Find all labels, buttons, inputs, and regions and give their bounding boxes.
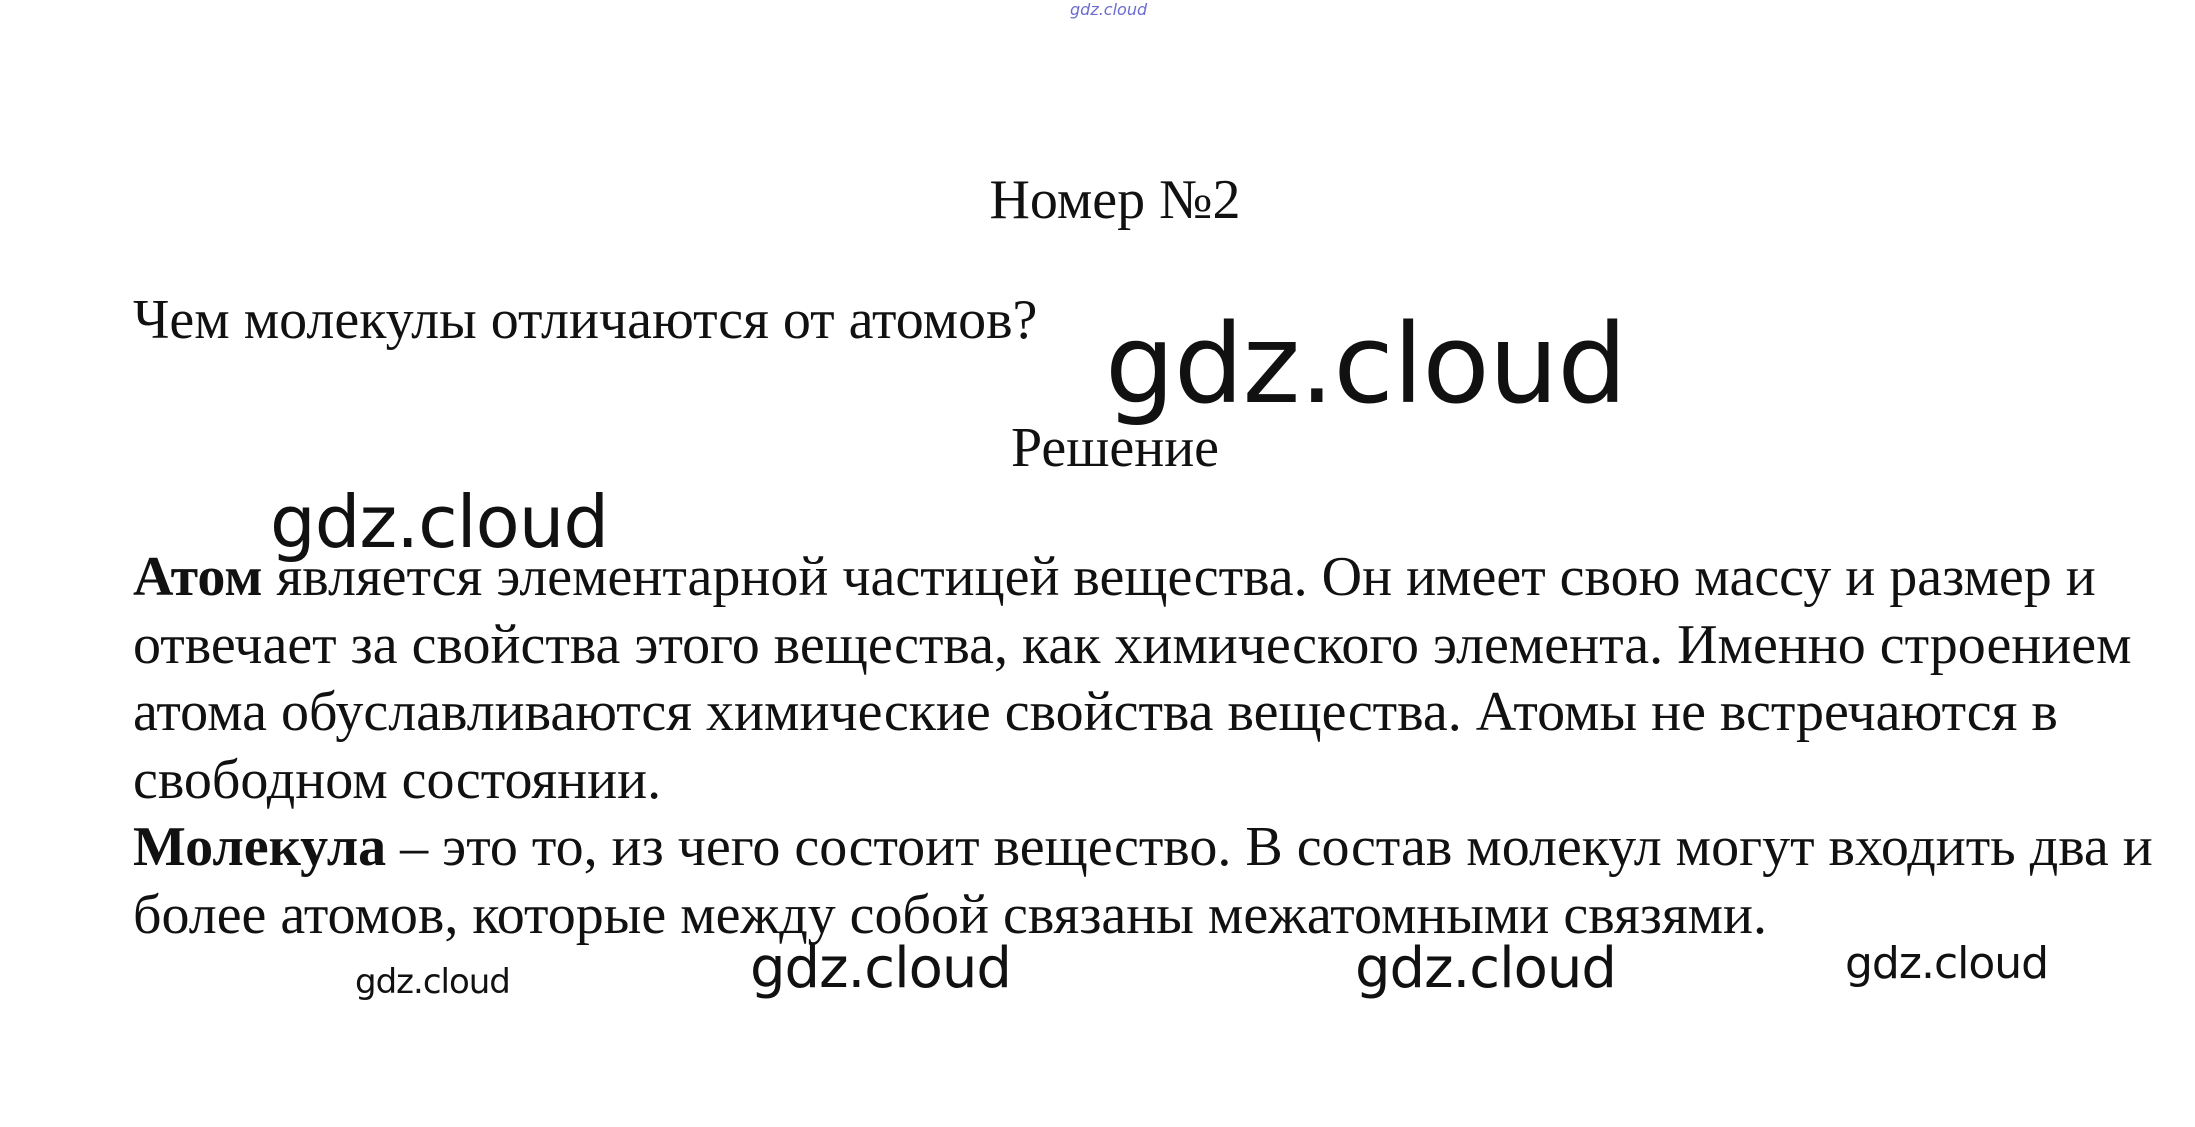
answer-body xyxy=(133,544,2173,949)
watermark-medium: gdz.cloud xyxy=(270,480,609,564)
solution-heading: Решение xyxy=(1010,417,1220,479)
term-atom: Атом xyxy=(133,546,263,608)
watermark-inline-small: gdz.cloud xyxy=(355,962,510,1002)
watermark-large: gdz.cloud xyxy=(1105,300,1627,428)
paragraph-molecule-text: – это то, из чего состоит вещество. В состав молекул могут входить два и более атомов, которые между собой связаны межатомными связями. xyxy=(133,816,2153,946)
paragraph-atom xyxy=(133,544,2173,814)
watermark-bottom-right: gdz.cloud xyxy=(1355,936,1616,1001)
watermark-bottom-far-right: gdz.cloud xyxy=(1845,938,2049,989)
top-watermark: gdz.cloud xyxy=(1070,0,1148,19)
paragraph-atom-text: является элементарной частицей вещества. Он имеет свою массу и размер и отвечает за свойства этого вещества, как химического элемента. Именно строением атома обуславливаются химические свойства вещества. Атомы не встречаются в свободном состоянии. xyxy=(133,546,2132,811)
watermark-bottom-center: gdz.cloud xyxy=(750,936,1011,1001)
question-text: Чем молекулы отличаются от атомов? xyxy=(133,289,1038,351)
term-molecule: Молекула xyxy=(133,816,387,878)
paragraph-molecule xyxy=(133,814,2173,949)
page-title: Номер №2 xyxy=(989,169,1241,231)
